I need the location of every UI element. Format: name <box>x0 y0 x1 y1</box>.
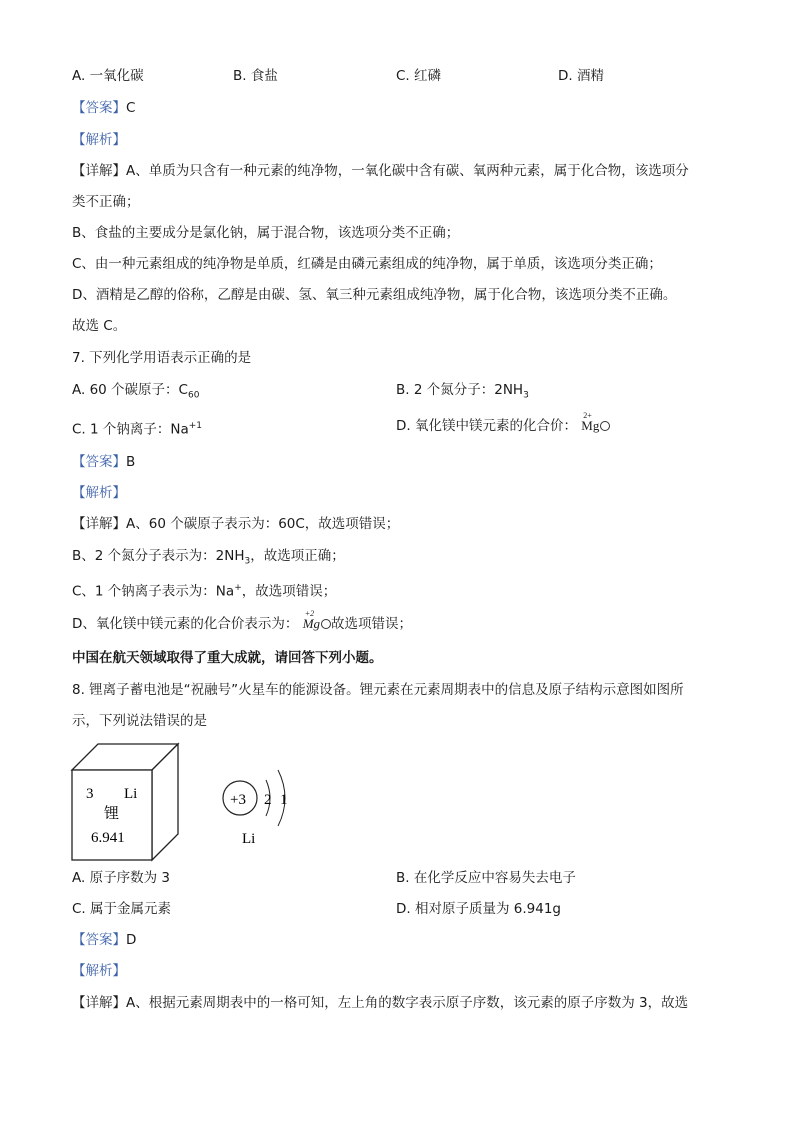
q6-detail-line: B、食盐的主要成分是氯化钠，属于混合物，该选项分类不正确； <box>72 225 460 241</box>
q8-detail-line <box>72 993 688 1013</box>
q7-option-b <box>396 380 529 406</box>
answer-tag: 【答案】 <box>72 454 126 470</box>
oxygen-circle-icon <box>600 421 610 431</box>
nucleus-charge: +3 <box>230 792 246 808</box>
q7-option-b-text: B. 2 个氮分子：2NH <box>396 382 524 398</box>
q7-option-c <box>72 416 202 440</box>
detail-tag: 【详解】 <box>72 516 126 532</box>
element-symbol: Mg <box>302 616 321 631</box>
q7-detail-line <box>72 546 345 572</box>
q7-detail-line <box>72 514 399 534</box>
q8-option-c: C. 属于金属元素 <box>72 901 172 917</box>
detail-text: ，故选项正确； <box>250 548 345 564</box>
q6-detail-line: C、由一种元素组成的纯净物是单质，红磷是由磷元素组成的纯净物，属于单质，该选项分类正确； <box>72 256 662 272</box>
detail-text: C、1 个钠离子表示为：Na <box>72 583 235 600</box>
q6-analysis <box>72 130 126 150</box>
q7-detail-line <box>72 609 413 634</box>
detail-text: A、60 个碳原子表示为：60C，故选项错误； <box>126 516 400 532</box>
q6-option-d: D. 酒精 <box>558 68 604 84</box>
q7-answer <box>72 452 135 472</box>
element-symbol: Li <box>124 786 138 802</box>
answer-value: C <box>126 100 136 116</box>
shell-2-electrons: 1 <box>280 792 288 808</box>
element-symbol: Mg <box>581 418 600 433</box>
detail-tag: 【详解】 <box>72 163 126 179</box>
q8-option-a: A. 原子序数为 3 <box>72 870 170 886</box>
detail-text: A、单质为只含有一种元素的纯净物，一氧化碳中含有碳、氧两种元素，属于化合物，该选项分 <box>126 163 689 179</box>
detail-text: D、氧化镁中镁元素的化合价表示为： <box>72 616 299 632</box>
valence-charge: 2+ <box>583 411 592 420</box>
answer-tag: 【答案】 <box>72 932 126 948</box>
valence-symbol <box>581 411 600 436</box>
valence-charge: +2 <box>304 609 315 618</box>
element-name: 锂 <box>104 806 120 822</box>
q6-conclusion: 故选 C。 <box>72 318 127 334</box>
q8-analysis <box>72 961 126 981</box>
superscript: + <box>234 583 242 593</box>
atomic-mass: 6.941 <box>91 830 125 846</box>
subscript: 3 <box>523 390 529 401</box>
q6-detail-line <box>72 161 689 181</box>
section-intro: 中国在航天领域取得了重大成就，请回答下列小题。 <box>72 650 383 666</box>
q7-option-d <box>396 411 610 436</box>
subscript: 3 <box>244 556 251 567</box>
shell-1-electrons: 2 <box>264 792 272 808</box>
periodic-table-cell <box>70 742 182 862</box>
q6-detail-line: 类不正确； <box>72 194 140 210</box>
oxygen-circle-icon <box>321 619 331 629</box>
atomic-structure-diagram <box>220 766 300 852</box>
q6-option-b: B. 食盐 <box>233 68 278 84</box>
q6-option-a: A. 一氧化碳 <box>72 68 144 84</box>
q6-answer <box>72 98 135 118</box>
detail-text: B、2 个氮分子表示为：2NH <box>72 548 245 564</box>
q8-option-d: D. 相对原子质量为 6.941g <box>396 901 561 917</box>
q7-option-c-text: C. 1 个钠离子：Na <box>72 421 189 438</box>
detail-text: ，故选项错误； <box>241 583 337 600</box>
detail-text: 故选项错误； <box>331 616 413 632</box>
subscript: 60 <box>187 390 200 401</box>
q7-analysis <box>72 483 126 503</box>
q7-option-a <box>72 380 199 406</box>
superscript: +1 <box>188 421 203 431</box>
analysis-tag: 【解析】 <box>72 132 126 148</box>
q6-option-c: C. 红磷 <box>396 68 442 84</box>
q8-answer <box>72 930 136 950</box>
valence-symbol <box>302 609 321 634</box>
answer-value: B <box>126 454 136 470</box>
q8-stem-cont: 示，下列说法错误的是 <box>72 713 207 729</box>
q7-stem: 7. 下列化学用语表示正确的是 <box>72 350 252 366</box>
q7-detail-line <box>72 578 336 602</box>
atomic-number: 3 <box>86 786 94 802</box>
q8-option-b: B. 在化学反应中容易失去电子 <box>396 870 576 886</box>
answer-value: D <box>126 932 137 948</box>
answer-tag: 【答案】 <box>72 100 126 116</box>
analysis-tag: 【解析】 <box>72 963 126 979</box>
atom-label: Li <box>242 831 256 847</box>
detail-text: A、根据元素周期表中的一格可知，左上角的数字表示原子序数，该元素的原子序数为 3，故选 <box>126 995 689 1011</box>
q8-stem: 8. 锂离子蓄电池是“祝融号”火星车的能源设备。锂元素在元素周期表中的信息及原子结构示意图如图所 <box>72 682 684 698</box>
q6-detail-line: D、酒精是乙醇的俗称，乙醇是由碳、氢、氧三种元素组成纯净物，属于化合物，该选项分类不正确。 <box>72 287 677 303</box>
detail-tag: 【详解】 <box>72 995 126 1011</box>
analysis-tag: 【解析】 <box>72 485 126 501</box>
q7-option-a-text: A. 60 个碳原子：C <box>72 382 188 398</box>
q7-option-d-text: D. 氧化镁中镁元素的化合价： <box>396 418 577 434</box>
